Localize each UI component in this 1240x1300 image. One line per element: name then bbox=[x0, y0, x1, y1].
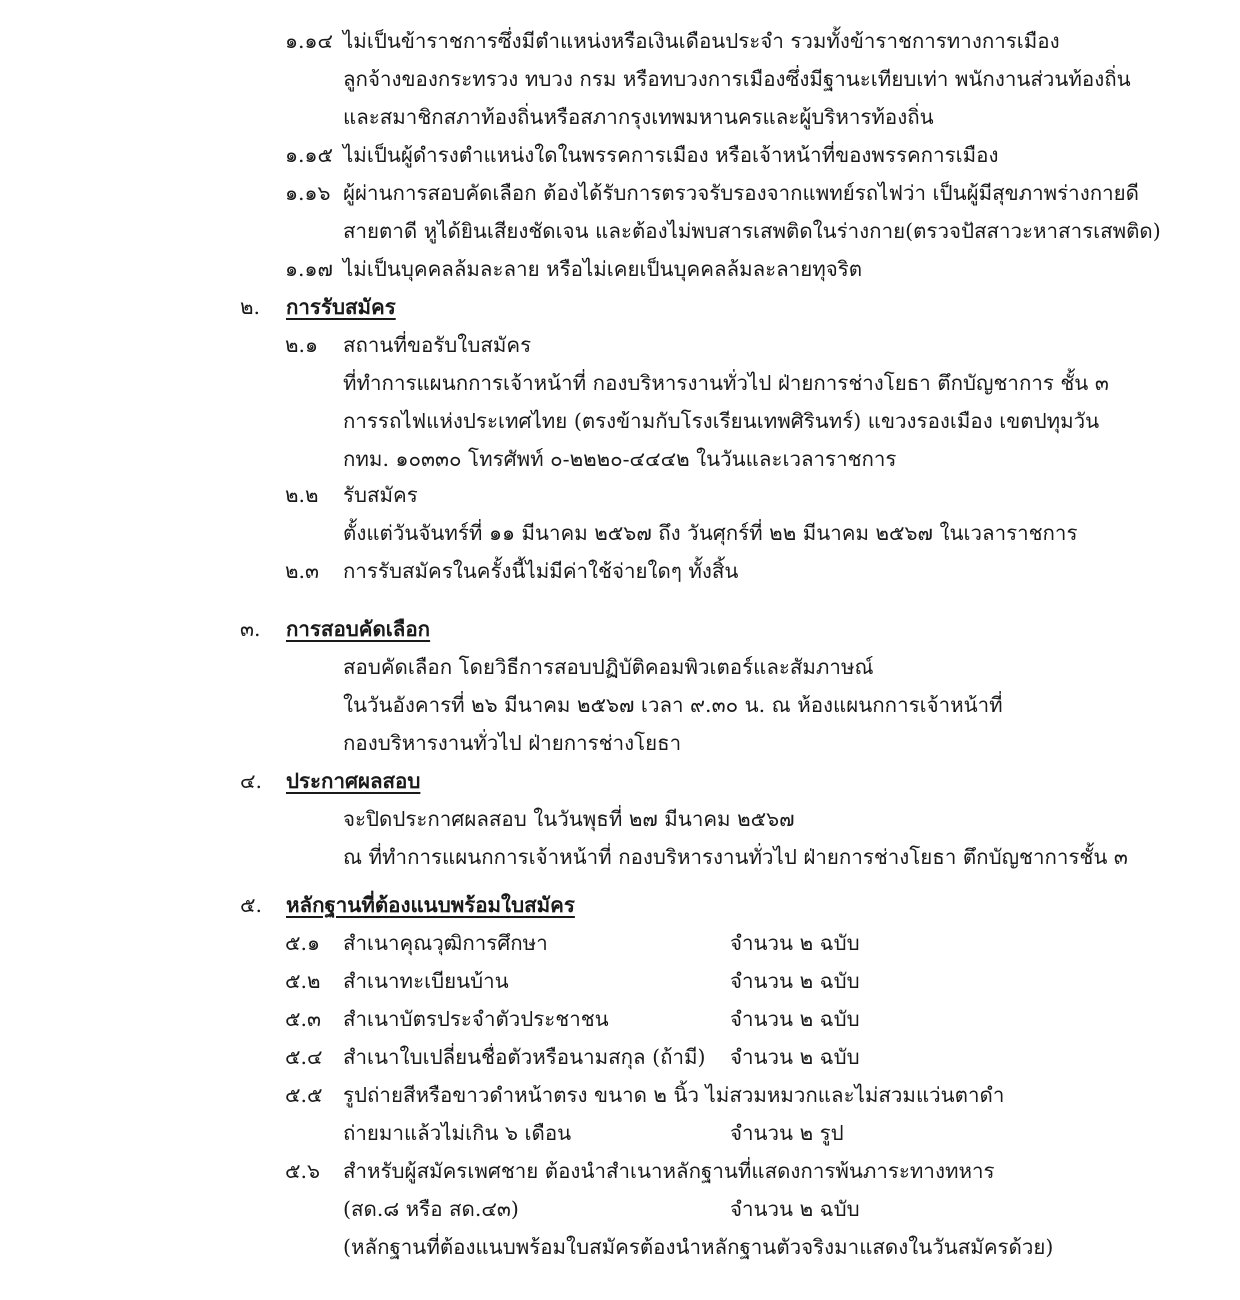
document-quantity: จำนวน ๒ ฉบับ bbox=[730, 969, 860, 993]
item-number: ๕.๖ bbox=[285, 1159, 321, 1183]
section-title: การสอบคัดเลือก bbox=[286, 617, 431, 641]
section-number: ๒. bbox=[240, 295, 261, 319]
section-text: ในวันอังคารที่ ๒๖ มีนาคม ๒๕๖๗ เวลา ๙.๓๐ น. ณ ห้องแผนกการเจ้าหน้าที่ bbox=[343, 693, 1003, 717]
item-number: ๕.๓ bbox=[285, 1007, 322, 1031]
item-number: ๑.๑๔ bbox=[285, 29, 334, 53]
section-5-note: (หลักฐานที่ต้องแนบพร้อมใบสมัครต้องนำหลักฐานตัวจริงมาแสดงในวันสมัครด้วย) bbox=[343, 1235, 1054, 1259]
item-text: ไม่เป็นข้าราชการซึ่งมีตำแหน่งหรือเงินเดือนประจำ รวมทั้งข้าราชการทางการเมือง bbox=[343, 29, 1060, 53]
item-number: ๕.๔ bbox=[285, 1045, 323, 1069]
section-number: ๓. bbox=[240, 617, 261, 641]
section-title: การรับสมัคร bbox=[286, 295, 396, 319]
section-number: ๔. bbox=[240, 769, 263, 793]
section-text: ณ ที่ทำการแผนกการเจ้าหน้าที่ กองบริหารงานทั่วไป ฝ่ายการช่างโยธา ตึกบัญชาการชั้น ๓ bbox=[343, 845, 1128, 869]
document-quantity: จำนวน ๒ ฉบับ bbox=[730, 1045, 860, 1069]
document-description: สำเนาทะเบียนบ้าน bbox=[343, 969, 509, 993]
item-number: ๕.๒ bbox=[285, 969, 321, 993]
section-text: สอบคัดเลือก โดยวิธีการสอบปฏิบัติคอมพิวเตอร์และสัมภาษณ์ bbox=[343, 655, 874, 679]
item-text-continued: ที่ทำการแผนกการเจ้าหน้าที่ กองบริหารงานทั่วไป ฝ่ายการช่างโยธา ตึกบัญชาการ ชั้น ๓ bbox=[343, 371, 1109, 395]
item-number: ๑.๑๗ bbox=[285, 257, 333, 281]
item-text: ไม่เป็นบุคคลล้มละลาย หรือไม่เคยเป็นบุคคลล้มละลายทุจริต bbox=[343, 257, 863, 281]
document-description: รูปถ่ายสีหรือขาวดำหน้าตรง ขนาด ๒ นิ้ว ไม่สวมหมวกและไม่สวมแว่นตาดำ bbox=[343, 1083, 1005, 1107]
document-quantity: จำนวน ๒ รูป bbox=[730, 1121, 844, 1145]
item-number: ๑.๑๕ bbox=[285, 143, 334, 167]
document-quantity: จำนวน ๒ ฉบับ bbox=[730, 1197, 860, 1221]
section-title: หลักฐานที่ต้องแนบพร้อมใบสมัคร bbox=[286, 893, 575, 917]
item-text-continued: กทม. ๑๐๓๓๐ โทรศัพท์ ๐-๒๒๒๐-๔๔๔๒ ในวันและเวลาราชการ bbox=[343, 447, 897, 471]
item-number: ๑.๑๖ bbox=[285, 181, 331, 205]
document-description: สำหรับผู้สมัครเพศชาย ต้องนำสำเนาหลักฐานที่แสดงการพ้นภาระทางทหาร bbox=[343, 1159, 995, 1183]
item-number: ๕.๕ bbox=[285, 1083, 323, 1107]
item-text-continued: และสมาชิกสภาท้องถิ่นหรือสภากรุงเทพมหานครและผู้บริหารท้องถิ่น bbox=[343, 105, 934, 129]
document-description-continued: (สด.๘ หรือ สด.๔๓) bbox=[343, 1197, 519, 1221]
item-text: ไม่เป็นผู้ดำรงตำแหน่งใดในพรรคการเมือง หรือเจ้าหน้าที่ของพรรคการเมือง bbox=[343, 143, 999, 167]
item-number: ๕.๑ bbox=[285, 931, 321, 955]
document-description-continued: ถ่ายมาแล้วไม่เกิน ๖ เดือน bbox=[343, 1121, 572, 1145]
item-number: ๒.๒ bbox=[285, 483, 319, 507]
section-number: ๕. bbox=[240, 893, 263, 917]
item-title: รับสมัคร bbox=[343, 483, 418, 507]
document-description: สำเนาบัตรประจำตัวประชาชน bbox=[343, 1007, 609, 1031]
document-quantity: จำนวน ๒ ฉบับ bbox=[730, 931, 860, 955]
item-text-continued: สายตาดี หูได้ยินเสียงชัดเจน และต้องไม่พบสารเสพติดในร่างกาย(ตรวจปัสสาวะหาสารเสพติด) bbox=[343, 219, 1161, 243]
document-quantity: จำนวน ๒ ฉบับ bbox=[730, 1007, 860, 1031]
item-title: การรับสมัครในครั้งนี้ไม่มีค่าใช้จ่ายใดๆ ทั้งสิ้น bbox=[343, 559, 739, 583]
section-text: จะปิดประกาศผลสอบ ในวันพุธที่ ๒๗ มีนาคม ๒๕๖๗ bbox=[343, 807, 795, 831]
document-description: สำเนาคุณวุฒิการศึกษา bbox=[343, 931, 548, 955]
item-title: สถานที่ขอรับใบสมัคร bbox=[343, 333, 532, 357]
document-description: สำเนาใบเปลี่ยนชื่อตัวหรือนามสกุล (ถ้ามี) bbox=[343, 1045, 706, 1069]
item-number: ๒.๓ bbox=[285, 559, 320, 583]
section-text: กองบริหารงานทั่วไป ฝ่ายการช่างโยธา bbox=[343, 731, 682, 755]
item-number: ๒.๑ bbox=[285, 333, 319, 357]
item-text-continued: ตั้งแต่วันจันทร์ที่ ๑๑ มีนาคม ๒๕๖๗ ถึง วันศุกร์ที่ ๒๒ มีนาคม ๒๕๖๗ ในเวลาราชการ bbox=[343, 521, 1078, 545]
item-text-continued: ลูกจ้างของกระทรวง ทบวง กรม หรือทบวงการเมืองซึ่งมีฐานะเทียบเท่า พนักงานส่วนท้องถิ่น bbox=[343, 67, 1131, 91]
item-text: ผู้ผ่านการสอบคัดเลือก ต้องได้รับการตรวจรับรองจากแพทย์รถไฟว่า เป็นผู้มีสุขภาพร่างกายดี bbox=[343, 181, 1139, 205]
section-title: ประกาศผลสอบ bbox=[286, 769, 421, 793]
item-text-continued: การรถไฟแห่งประเทศไทย (ตรงข้ามกับโรงเรียนเทพศิรินทร์) แขวงรองเมือง เขตปทุมวัน bbox=[343, 409, 1100, 433]
